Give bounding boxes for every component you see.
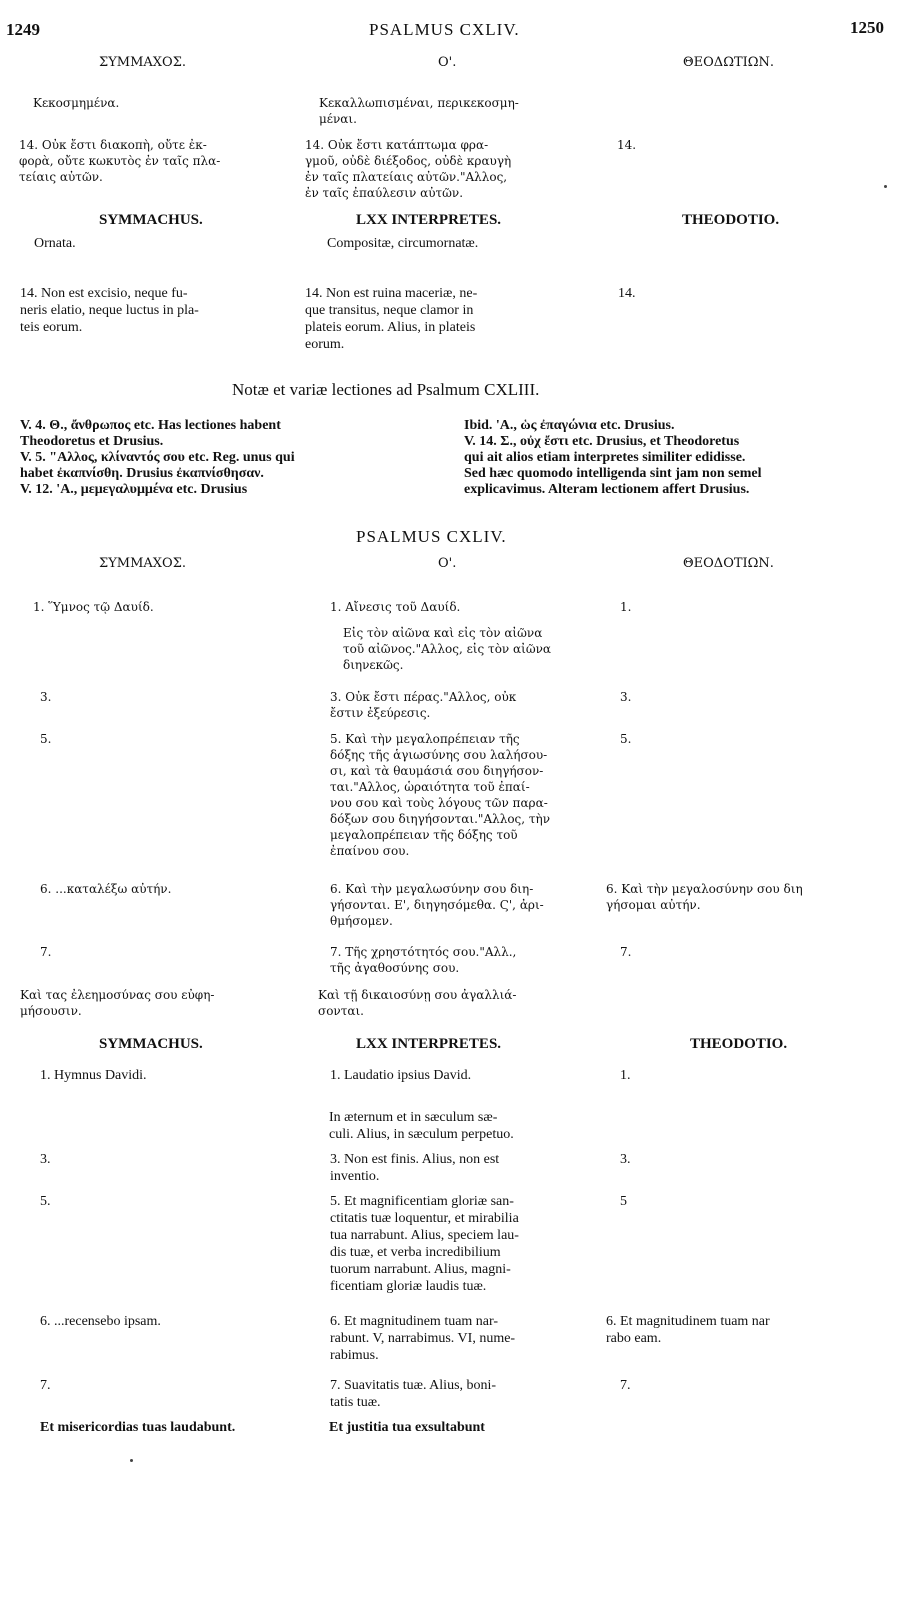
text-cell: Et justitia tua exsultabunt (329, 1420, 485, 1435)
text-cell: In æternum et in sæculum sæ- culi. Alius, in sæculum perpetuo. (329, 1110, 514, 1142)
text-cell: 5. (620, 732, 632, 746)
text-cell: 6. Et magnitudinem tuam nar- rabunt. V, narrabimus. VI, nume- rabimus. (330, 1314, 516, 1363)
text-cell: Εἰς τὸν αἰῶνα καὶ εἰς τὸν αἰῶνα τοῦ αἰῶνος."Αλλος, εἰς τὸν αἰῶνα διηνεκῶς. (343, 626, 552, 672)
text-cell: 7. (620, 945, 632, 959)
page-number-right: 1250 (850, 18, 884, 37)
notes-right-column: Ibid. 'Α., ὡς ἐπαγώνια etc. Drusius. V. 14. Σ., οὐχ ἔστι etc. Drusius, et Theodoretus qui ait alios etiam interpretes similiter edidisse. Sed hæc quomodo intelligenda sint jam non semel explicavimus. Alteram lectionem affert Drusius. (464, 418, 762, 497)
column-head-theodotion-greek: ΘΕΟΔΩΤΙΩΝ. (683, 55, 775, 70)
text-cell: 5. (40, 1194, 51, 1209)
column-head-symmachus-latin: SYMMACHUS. (99, 212, 203, 228)
ink-speck (130, 1459, 133, 1462)
text-cell: 5 (620, 1194, 627, 1209)
text-cell: 14. Non est ruina maceriæ, ne- que transitus, neque clamor in plateis eorum. Alius, in plateis eorum. (305, 286, 478, 352)
text-cell: 3. Οὐκ ἔστι πέρας."Αλλος, οὐκ ἔστιν ἐξεύρεσις. (330, 690, 517, 720)
text-cell: 3. (620, 1152, 631, 1167)
notes-title: Notæ et variæ lectiones ad Psalmum CXLIII. (232, 380, 540, 399)
column-head-symmachus-latin: SYMMACHUS. (99, 1036, 203, 1052)
text-cell: 5. (40, 732, 52, 746)
text-cell: 14. Οὐκ ἔστι κατάπτωμα φρα- γμοῦ, οὐδὲ διέξοδος, οὐδὲ κραυγὴ ἐν ταῖς πλατείαις αὐτῶν."Αλλος, ἐν ταῖς ἐπαύλεσιν αὐτῶν. (305, 138, 512, 200)
page-number-left: 1249 (6, 20, 40, 39)
text-cell: 6. ...καταλέξω αὐτήν. (40, 882, 172, 896)
column-head-symmachus-greek: ΣΥΜΜΑΧΟΣ. (99, 556, 187, 571)
notes-left-column: V. 4. Θ., ἄνθρωπος etc. Has lectiones habent Theodoretus et Drusius. V. 5. "Αλλος, κλίναντός σου etc. Reg. unus qui habet ἐκαπνίσθη. Drusius ἐκαπνίσθησαν. V. 12. 'Α., μεμεγαλυμμένα etc. Drusius (20, 418, 295, 497)
column-head-symmachus-greek: ΣΥΜΜΑΧΟΣ. (99, 55, 187, 70)
text-cell: 5. Καὶ τὴν μεγαλοπρέπειαν τῆς δόξης τῆς ἁγιωσύνης σου λαλήσου- σι, καὶ τὰ θαυμάσιά σου διηγήσον- ται."Αλλος, ὡραιότητα τοῦ ἐπαί- νου σου καὶ τοὺς λόγους τῶν παρα- δόξων σου διηγήσονται."Αλλος, τὴν μεγαλοπρέπειαν τῆς δόξης τοῦ ἐπαίνου σου. (330, 732, 551, 858)
text-cell: 14. (618, 286, 636, 301)
column-head-lxx-latin: LXX INTERPRETES. (356, 212, 502, 228)
text-cell: Et misericordias tuas laudabunt. (40, 1420, 236, 1435)
text-cell: Καὶ τῇ δικαιοσύνῃ σου ἀγαλλιά- σονται. (318, 988, 517, 1018)
text-cell: 14. Non est excisio, neque fu- neris elatio, neque luctus in pla- teis eorum. (20, 286, 199, 335)
text-cell: 1. Hymnus Davidi. (40, 1068, 147, 1083)
text-cell: 7. (40, 1378, 51, 1393)
text-cell: 1. (620, 1068, 631, 1083)
column-head-theodotion-latin: THEODOTIO. (690, 1036, 788, 1052)
text-cell: Καὶ τας ἐλεημοσύνας σου εὐφη- μήσουσιν. (20, 988, 215, 1018)
text-cell: 1. Αἴνεσις τοῦ Δαυίδ. (330, 600, 461, 614)
text-cell: Κεκοσμημένα. (33, 96, 120, 110)
text-cell: 7. Suavitatis tuæ. Alius, boni- tatis tuæ. (330, 1378, 497, 1410)
text-cell: 14. (617, 138, 637, 152)
text-cell: 6. ...recensebo ipsam. (40, 1314, 161, 1329)
text-cell: 3. (40, 1152, 51, 1167)
text-cell: 3. (40, 690, 52, 704)
text-cell: Compositæ, circumornatæ. (327, 236, 479, 251)
text-cell: 14. Οὐκ ἔστι διακοπὴ, οὔτε ἐκ- φορὰ, οὔτε κωκυτὸς ἐν ταῖς πλα- τείαις αὐτῶν. (19, 138, 221, 184)
text-cell: 6. Et magnitudinem tuam nar rabo eam. (606, 1314, 770, 1346)
column-head-theodotion-greek: ΘΕΟΔΟΤΙΩΝ. (683, 556, 774, 571)
text-cell: 1. Laudatio ipsius David. (330, 1068, 472, 1083)
text-cell: 6. Καὶ τὴν μεγαλοσύνην σου διη γήσομαι αὐτήν. (606, 882, 803, 912)
text-cell: 7. Τῆς χρηστότητός σου."Αλλ., τῆς ἀγαθοσύνης σου. (330, 945, 517, 975)
column-head-theodotion-latin: THEODOTIO. (682, 212, 780, 228)
text-cell: 1. Ὕμνος τῷ Δαυίδ. (33, 600, 154, 614)
text-cell: 5. Et magnificentiam gloriæ san- ctitatis tuæ loquentur, et mirabilia tua narrabunt. Alius, speciem lau- dis tuæ, et verba incredibilium tuorum narrabunt. Alius, magni- ficentiam gloriæ laudis tuæ. (330, 1194, 519, 1294)
column-head-lxx-greek: Ο'. (438, 556, 457, 571)
text-cell: 3. Non est finis. Alius, non est inventio. (330, 1152, 500, 1184)
text-cell: 7. (620, 1378, 631, 1393)
text-cell: Ornata. (34, 236, 76, 251)
column-head-lxx-greek: Ο'. (438, 55, 457, 70)
text-cell: 7. (40, 945, 52, 959)
psalm-title: PSALMUS CXLIV. (356, 527, 507, 546)
running-title: PSALMUS CXLIV. (369, 20, 520, 39)
text-cell: 1. (620, 600, 632, 614)
text-cell: Κεκαλλωπισμέναι, περικεκοσμη- μέναι. (319, 96, 519, 126)
column-head-lxx-latin: LXX INTERPRETES. (356, 1036, 502, 1052)
ink-speck (884, 185, 887, 188)
text-cell: 6. Καὶ τὴν μεγαλωσύνην σου διη- γήσονται. Ε', διηγησόμεθα. Ϛ', ἀρι- θμήσομεν. (330, 882, 544, 928)
text-cell: 3. (620, 690, 632, 704)
